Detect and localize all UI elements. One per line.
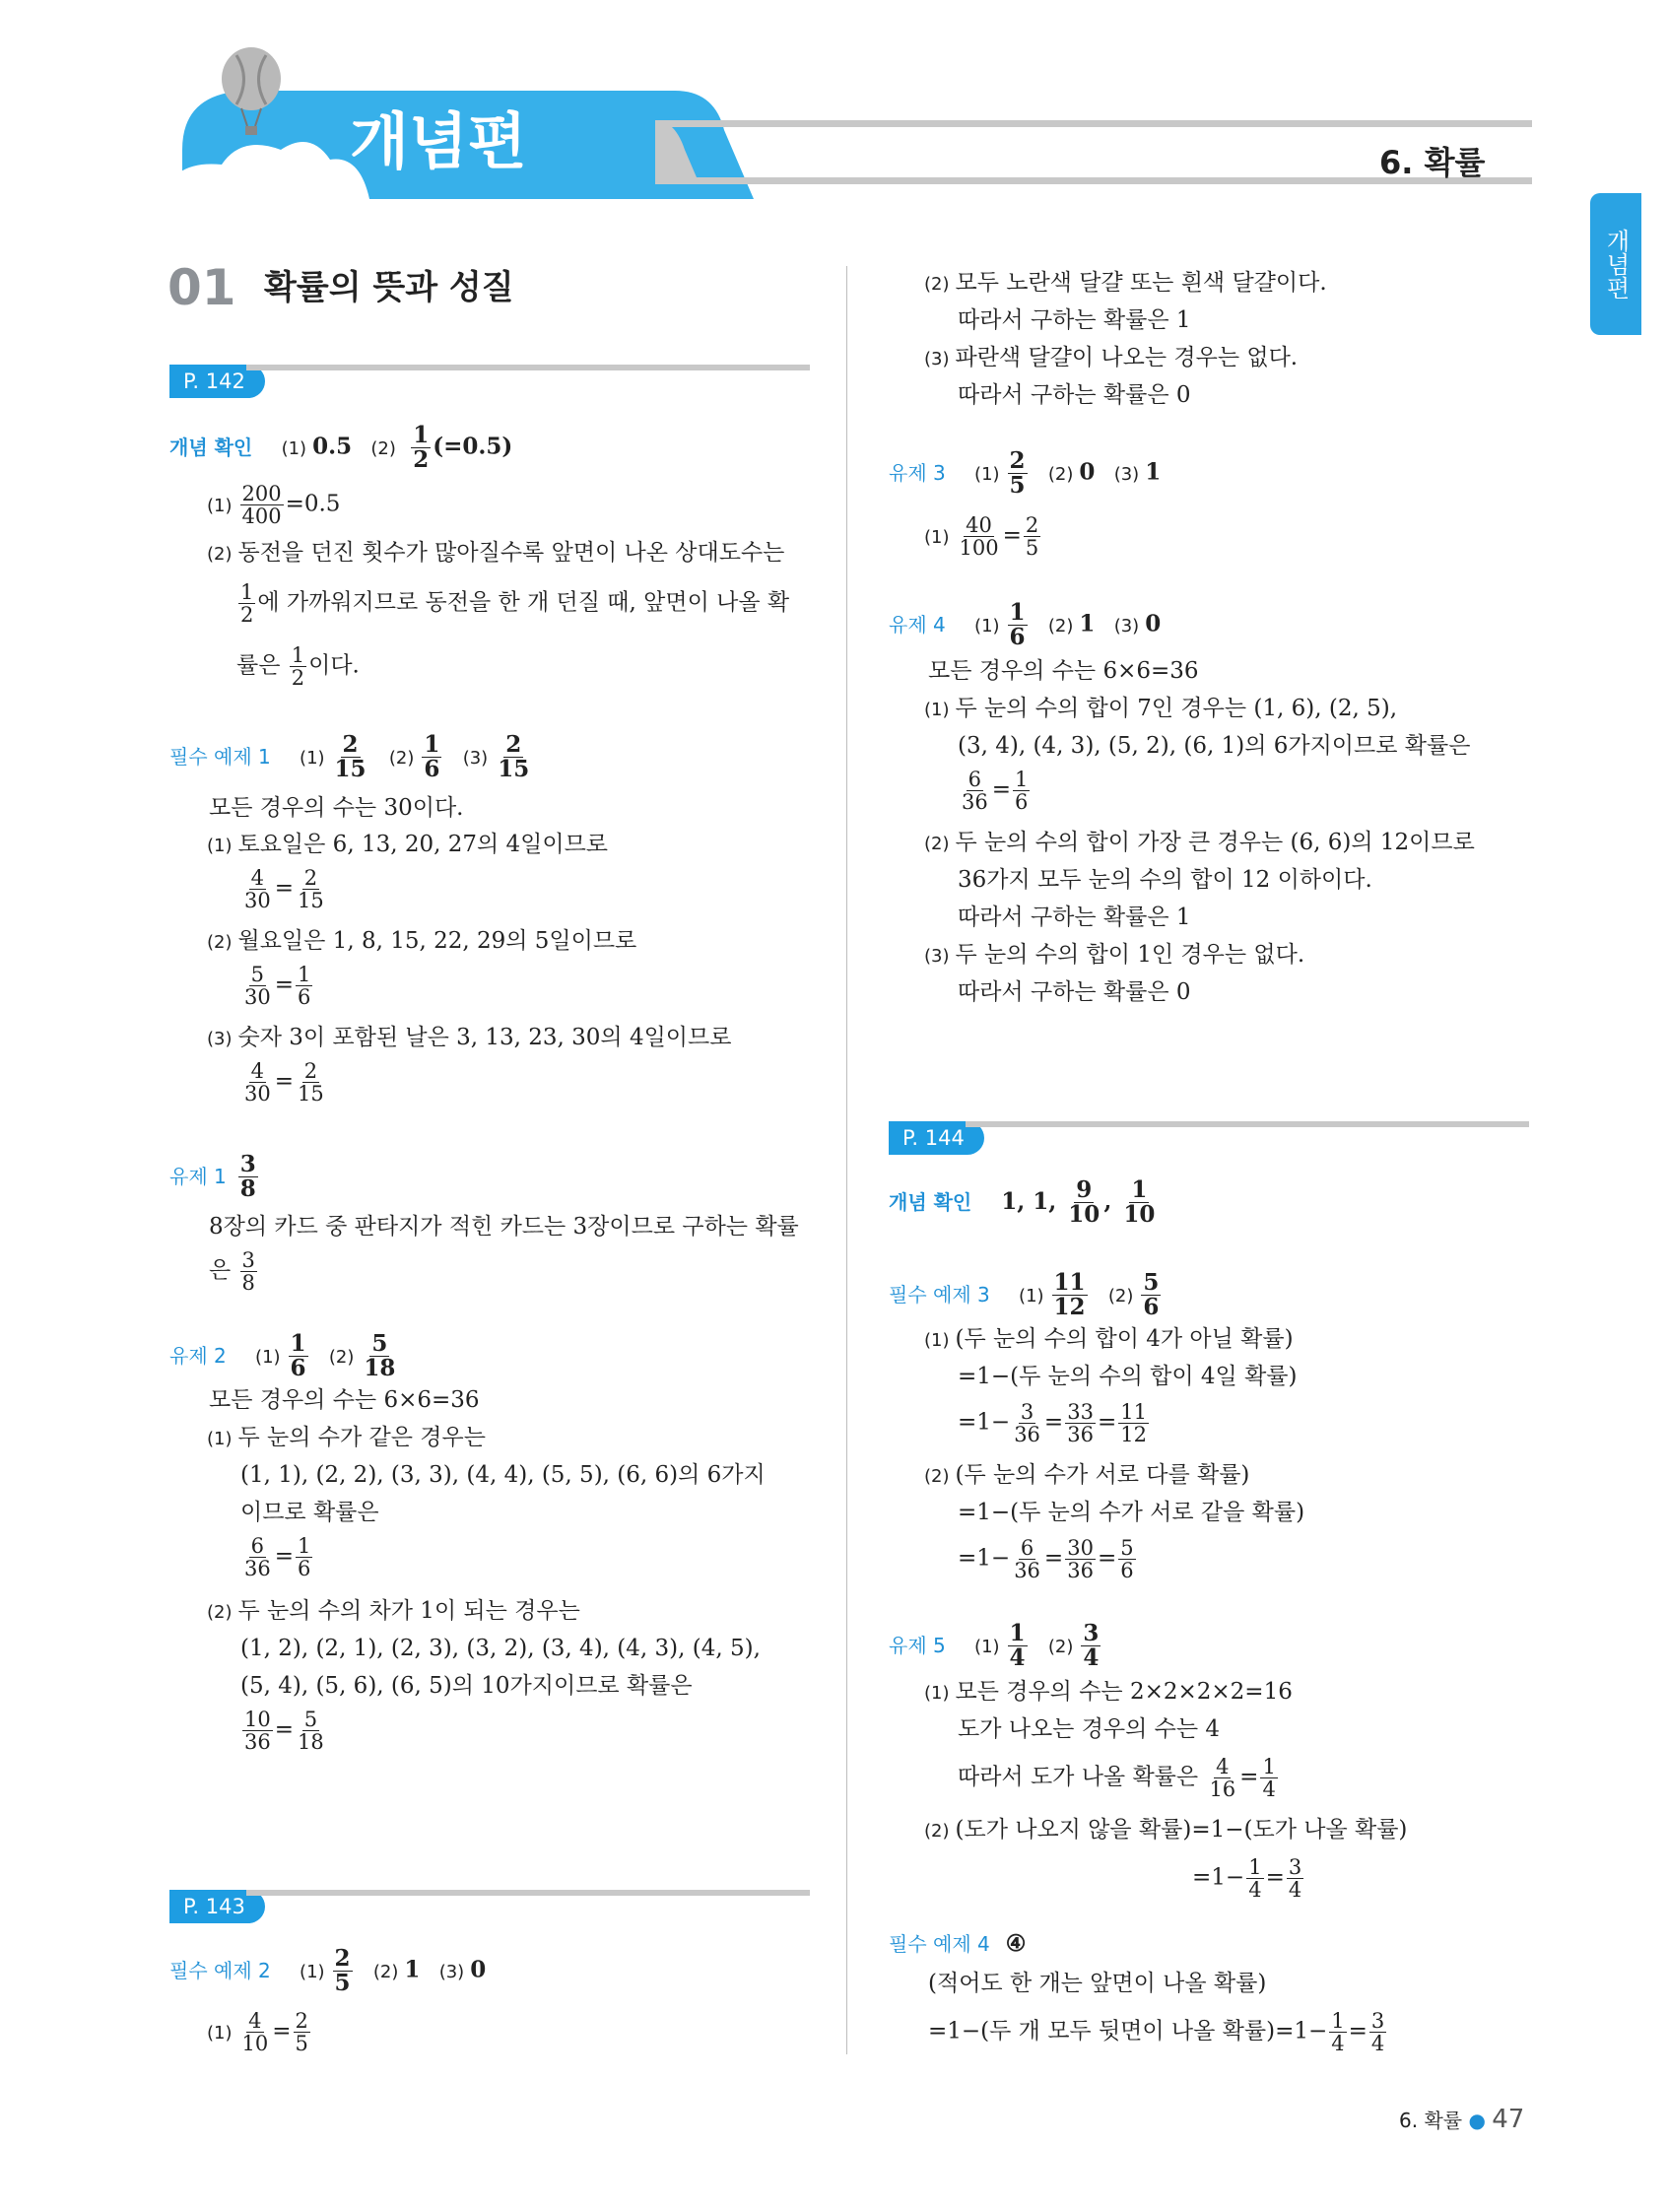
solution-line: (1) 모든 경우의 수는 2×2×2×2=16 [924,1679,1293,1705]
exercise-5-answer: 유제 5 (1) $\frac{1}{4}$ (2) $\frac{3}{4}$ [889,1620,1100,1672]
solution-line: (3) 숫자 3이 포함된 날은 3, 13, 23, 30의 4일이므로 [207,1025,732,1050]
footer-chapter: 6. 확률 [1399,2109,1463,2132]
solution-line: (2) 모두 노란색 달걀 또는 흰색 달걀이다. [924,270,1327,296]
solution-fraction: =1− $\frac{6}{36}$ = $\frac{30}{36}$ = $\frac{5}{6}$ [958,1536,1134,1583]
solution-line: 모든 경우의 수는 30이다. [209,795,464,821]
solution-line: 따라서 구하는 확률은 0 [958,382,1191,408]
solution-line: 따라서 구하는 확률은 1 [958,905,1191,930]
solution-line: (1) 두 눈의 수의 합이 7인 경우는 (1, 6), (2, 5), [924,696,1398,721]
concept-check-answer: 개념 확인 (1) 0.5 (2) $\frac{1}{2}$ (=0.5) [169,422,513,474]
solution-fraction: $\frac{6}{36}$ = $\frac{1}{6}$ [962,768,1029,815]
solution-line: (5, 4), (5, 6), (6, 5)의 10가지이므로 확률은 [240,1673,693,1699]
solution-fraction: (1) $\frac{4}{10}$ = $\frac{2}{5}$ [207,2009,308,2056]
side-tab[interactable]: 개념편 [1590,193,1641,335]
example-2-answer: 필수 예제 2 (1) $\frac{2}{5}$ (2) 1 (3) 0 [169,1945,487,1997]
solution-fraction: $\frac{5}{30}$ = $\frac{1}{6}$ [244,963,311,1010]
solution-line: (1) (두 눈의 수의 합이 4가 아닐 확률) [924,1326,1294,1352]
solution-fraction: =1−(두 개 모두 뒷면이 나올 확률)=1− $\frac{1}{4}$ = $\frac{3}{4}$ [928,2009,1385,2056]
solution-line: 모든 경우의 수는 6×6=36 [928,658,1199,684]
solution-line: (1) 두 눈의 수가 같은 경우는 [207,1425,486,1450]
concept-check-label: 개념 확인 [169,435,253,459]
example-4-answer: 필수 예제 4 ④ [889,1930,1027,1957]
page-ref-142: P. 142 [169,365,265,398]
solution-line: (1, 1), (2, 2), (3, 3), (4, 4), (5, 5), (6, 6)의 6가지 [240,1462,766,1488]
solution-line: 8장의 카드 중 판타지가 적힌 카드는 3장이므로 구하는 확률 [209,1214,799,1240]
solution-line: $\frac{1}{2}$ 에 가까워지므로 동전을 한 개 던질 때, 앞면이 나올 확 [240,580,790,628]
solution-line: (2) (도가 나오지 않을 확률)=1−(도가 나올 확률) [924,1817,1408,1843]
solution-line: 36가지 모두 눈의 수의 합이 12 이하이다. [958,867,1372,893]
solution-line: 도가 나오는 경우의 수는 4 [958,1716,1221,1742]
page-ref-bar [246,365,810,370]
solution-fraction: $\frac{4}{30}$ = $\frac{2}{15}$ [244,1059,324,1106]
solution-line: (2) 두 눈의 수의 합이 가장 큰 경우는 (6, 6)의 12이므로 [924,830,1475,855]
fraction: $\frac{1}{2}$ [413,422,430,474]
chapter-title: 6. 확률 [1379,144,1486,181]
exercise-2-answer: 유제 2 (1) $\frac{1}{6}$ (2) $\frac{5}{18}$ [169,1330,396,1382]
solution-line: (3) 두 눈의 수의 합이 1인 경우는 없다. [924,942,1305,968]
solution-fraction: (1) $\frac{40}{100}$ = $\frac{2}{5}$ [924,513,1039,561]
column-divider [846,266,847,2054]
solution-line: 은 $\frac{3}{8}$ [209,1248,255,1296]
solution-line: (3) 파란색 달걀이 나오는 경우는 없다. [924,345,1299,370]
page-ref-143: P. 143 [169,1890,265,1923]
concept-check-answer-2: 개념 확인 1, 1, $\frac{9}{10}$ , $\frac{1}{10}$ [889,1176,1156,1229]
solution-line: 따라서 구하는 확률은 1 [958,307,1191,333]
solution-line: (2) (두 눈의 수가 서로 다를 확률) [924,1462,1250,1488]
solution-fraction: =1− $\frac{3}{36}$ = $\frac{33}{36}$ = $\frac{11}{12}$ [958,1400,1147,1447]
solution-line: 모든 경우의 수는 6×6=36 [209,1387,480,1413]
solution-fraction: $\frac{4}{30}$ = $\frac{2}{15}$ [244,866,324,913]
page-number: 47 [1492,2105,1525,2134]
page-ref-bar [966,1121,1529,1127]
balloon-icon [212,47,291,146]
solution-line: (1, 2), (2, 1), (2, 3), (3, 2), (3, 4), (4, 3), (4, 5), [240,1636,761,1661]
example-3-answer: 필수 예제 3 (1) $\frac{11}{12}$ (2) $\frac{5}{6}$ [889,1269,1160,1321]
solution-fraction: =1− $\frac{1}{4}$ = $\frac{3}{4}$ [1192,1855,1302,1903]
solution-fraction: $\frac{6}{36}$ = $\frac{1}{6}$ [244,1534,311,1581]
exercise-3-answer: 유제 3 (1) $\frac{2}{5}$ (2) 0 (3) 1 [889,447,1162,500]
example-1-answer: 필수 예제 1 (1) $\frac{2}{15}$ (2) $\frac{1}{6}$ (3) $\frac{2}{15}$ [169,731,530,783]
solution-line: (3, 4), (4, 3), (5, 2), (6, 1)의 6가지이므로 확률은 [958,733,1471,759]
bullet-icon: ● [1468,2109,1486,2132]
solution-line: 률은 $\frac{1}{2}$ 이다. [236,643,360,691]
page-footer [1399,2103,1524,2137]
solution-line: (2) 월요일은 1, 8, 15, 22, 29의 5일이므로 [207,928,637,954]
solution-fraction: $\frac{10}{36}$ = $\frac{5}{18}$ [244,1708,324,1755]
solution-line: =1−(두 눈의 수의 합이 4일 확률) [958,1364,1298,1389]
solution-line: (2) 두 눈의 수의 차가 1이 되는 경우는 [207,1598,580,1624]
section-title: 확률의 뜻과 성질 [264,268,514,307]
section-number: 01 [167,259,236,316]
solution-line: =1−(두 눈의 수가 서로 같을 확률) [958,1500,1305,1525]
banner-title: 개념편 [350,105,527,177]
solution-line: (1) 토요일은 6, 13, 20, 27의 4일이므로 [207,832,609,857]
solution-line: 이므로 확률은 [240,1500,379,1525]
exercise-1-answer: 유제 1 $\frac{3}{8}$ [169,1151,256,1203]
page-ref-bar [246,1890,810,1896]
solution-line: 따라서 구하는 확률은 0 [958,979,1191,1005]
solution-line: (1) $\frac{200}{400}$ =0.5 [207,482,341,529]
solution-line: (적어도 한 개는 앞면이 나올 확률) [928,1971,1267,1996]
exercise-4-answer: 유제 4 (1) $\frac{1}{6}$ (2) 1 (3) 0 [889,599,1162,651]
solution-fraction: 따라서 도가 나올 확률은 $\frac{4}{16}$ = $\frac{1}{4}$ [958,1755,1276,1802]
solution-line: (2) 동전을 던진 횟수가 많아질수록 앞면이 나온 상대도수는 [207,540,785,566]
page-ref-144: P. 144 [889,1121,984,1155]
